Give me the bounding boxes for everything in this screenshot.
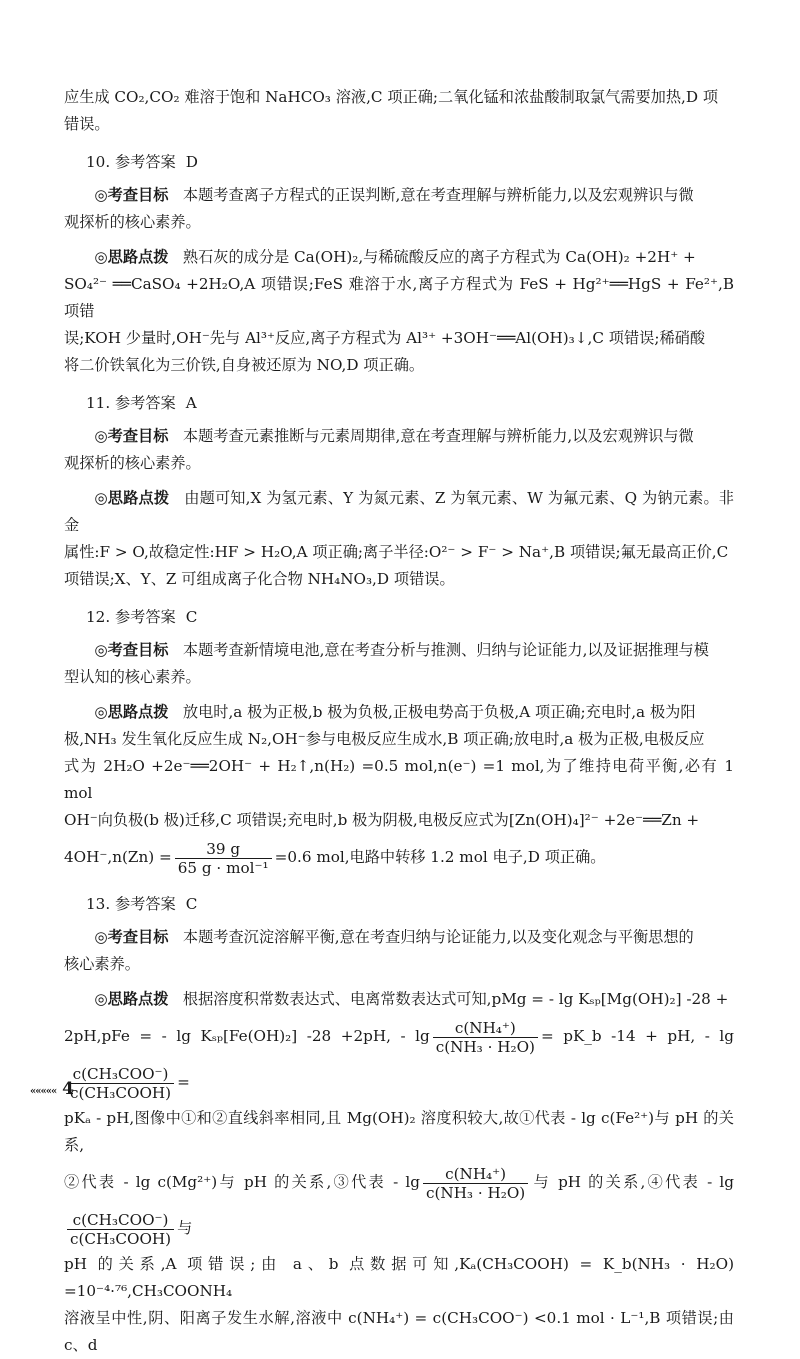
- fraction: $\frac{\text{c(NH₄⁺)}}{\text{c(NH₃ · H₂O)}}$: [423, 1165, 528, 1202]
- answer-letter: C: [185, 608, 198, 626]
- text-line: SO₄²⁻ ══CaSO₄ +2H₂O,A 项错误;FeS 难溶于水,离子方程式为 FeS + Hg²⁺══HgS + Fe²⁺,B 项错: [64, 275, 734, 320]
- page-number: 4: [62, 1079, 75, 1099]
- answer-letter: A: [185, 394, 197, 412]
- answer-letter: D: [185, 153, 198, 171]
- hint-paragraph: ◎思路点拨 根据溶度积常数表达式、电离常数表达式可知,pMg = - lg Kₛₚ[Mg(OH)₂] -28 +: [94, 990, 729, 1008]
- text-line-with-fraction: 4OH⁻,n(Zn) = $\frac{39 g}{\text{65 g · mol⁻¹}}$ =0.6 mol,电路中转移 1.2 mol 电子,D 项正确。: [64, 839, 606, 877]
- fraction: $\frac{\text{c(NH₄⁺)}}{\text{c(NH₃ · H₂O)}}$: [433, 1019, 538, 1056]
- text-line: 将二价铁氧化为三价铁,自身被还原为 NO,D 项正确。: [64, 356, 425, 374]
- hint-paragraph: ◎思路点拨 熟石灰的成分是 Ca(OH)₂,与稀硫酸反应的离子方程式为 Ca(OH)₂ +2H⁺ +: [94, 248, 696, 266]
- answer-heading-11: 11. 参考答案 A: [86, 394, 197, 412]
- text-line: 溶液呈中性,阴、阳离子发生水解,溶液中 c(NH₄⁺) = c(CH₃COO⁻) <0.1 mol · L⁻¹,B 项错误;由 c、d: [64, 1309, 734, 1354]
- goal-paragraph: ◎考查目标 本题考查元素推断与元素周期律,意在考查理解与辨析能力,以及宏观辨识与微: [94, 427, 694, 445]
- hint-paragraph: ◎思路点拨 由题可知,X 为氢元素、Y 为氮元素、Z 为氧元素、W 为氟元素、Q 为钠元素。非金: [64, 489, 734, 534]
- text-line: pH 的关系,A 项错误;由 a、b 点数据可知,Kₐ(CH₃COOH) = K_b(NH₃ · H₂O) =10⁻⁴·⁷⁶,CH₃COONH₄: [64, 1255, 734, 1300]
- answer-heading-10: 10. 参考答案 D: [86, 153, 198, 171]
- text-line-with-fraction: ②代表 - lg c(Mg²⁺)与 pH 的关系,③代表 - lg $\frac{\text{c(NH₄⁺)}}{\text{c(NH₃ · H₂O)}}$ 与 pH 的关系,④代表 - lg $\frac{\text{c(CH₃COO⁻)}}{\text{c(CH₃COOH)}}$ 与: [64, 1164, 734, 1248]
- answer-heading-13: 13. 参考答案 C: [86, 895, 198, 913]
- fraction: $\frac{\text{c(CH₃COO⁻)}}{\text{c(CH₃COOH)}}$: [67, 1211, 174, 1248]
- text-line: 观探析的核心素养。: [64, 213, 201, 231]
- text-line: pKₐ - pH,图像中①和②直线斜率相同,且 Mg(OH)₂ 溶度积较大,故①代表 - lg c(Fe²⁺)与 pH 的关系,: [64, 1109, 734, 1154]
- answer-letter: C: [185, 895, 198, 913]
- text-line: 项错误;X、Y、Z 可组成离子化合物 NH₄NO₃,D 项错误。: [64, 570, 455, 588]
- goal-paragraph: ◎考查目标 本题考查新情境电池,意在考查分析与推测、归纳与论证能力,以及证据推理与模: [94, 641, 709, 659]
- text-line-with-fraction: 2pH,pFe = - lg Kₛₚ[Fe(OH)₂] -28 +2pH, - lg $\frac{\text{c(NH₄⁺)}}{\text{c(NH₃ · H₂O)}}$ = pK_b -14 + pH, - lg $\frac{\text{c(CH₃COO⁻)}}{\text{c(CH₃COOH)}}$ =: [64, 1018, 735, 1102]
- document-body: [64, 84, 734, 1359]
- text-line: 核心素养。: [64, 955, 140, 973]
- text-line: 错误。: [64, 115, 110, 133]
- text-line: 极,NH₃ 发生氧化反应生成 N₂,OH⁻参与电极反应生成水,B 项正确;放电时,a 极为正极,电极反应: [64, 730, 705, 748]
- page-footer: [30, 1079, 74, 1099]
- text-line: 式为 2H₂O +2e⁻══2OH⁻ + H₂↑,n(H₂) =0.5 mol,n(e⁻) =1 mol,为了维持电荷平衡,必有 1 mol: [64, 757, 734, 802]
- fraction: $\frac{\text{c(CH₃COO⁻)}}{\text{c(CH₃COOH)}}$: [67, 1065, 174, 1102]
- hint-paragraph: ◎思路点拨 放电时,a 极为正极,b 极为负极,正极电势高于负极,A 项正确;充电时,a 极为阳: [94, 703, 696, 721]
- text-line: 观探析的核心素养。: [64, 454, 201, 472]
- fraction: $\frac{39 g}{\text{65 g · mol⁻¹}}$: [175, 840, 272, 877]
- text-line: 属性:F > O,故稳定性:HF > H₂O,A 项正确;离子半径:O²⁻ > F⁻ > Na⁺,B 项错误;氟无最高正价,C: [64, 543, 729, 561]
- goal-paragraph: ◎考查目标 本题考查沉淀溶解平衡,意在考查归纳与论证能力,以及变化观念与平衡思想的: [94, 928, 694, 946]
- text-line: 型认知的核心素养。: [64, 668, 201, 686]
- answer-heading-12: 12. 参考答案 C: [86, 608, 198, 626]
- goal-paragraph: ◎考查目标 本题考查离子方程式的正误判断,意在考查理解与辨析能力,以及宏观辨识与微: [94, 186, 694, 204]
- text-line: OH⁻向负极(b 极)迁移,C 项错误;充电时,b 极为阴极,电极反应式为[Zn(OH)₄]²⁻ +2e⁻══Zn +: [64, 811, 700, 829]
- footer-mark: «««««: [30, 1086, 57, 1097]
- text-line: 应生成 CO₂,CO₂ 难溶于饱和 NaHCO₃ 溶液,C 项正确;二氧化锰和浓盐酸制取氯气需要加热,D 项: [64, 88, 719, 106]
- text-line: 误;KOH 少量时,OH⁻先与 Al³⁺反应,离子方程式为 Al³⁺ +3OH⁻══Al(OH)₃↓,C 项错误;稀硝酸: [64, 329, 706, 347]
